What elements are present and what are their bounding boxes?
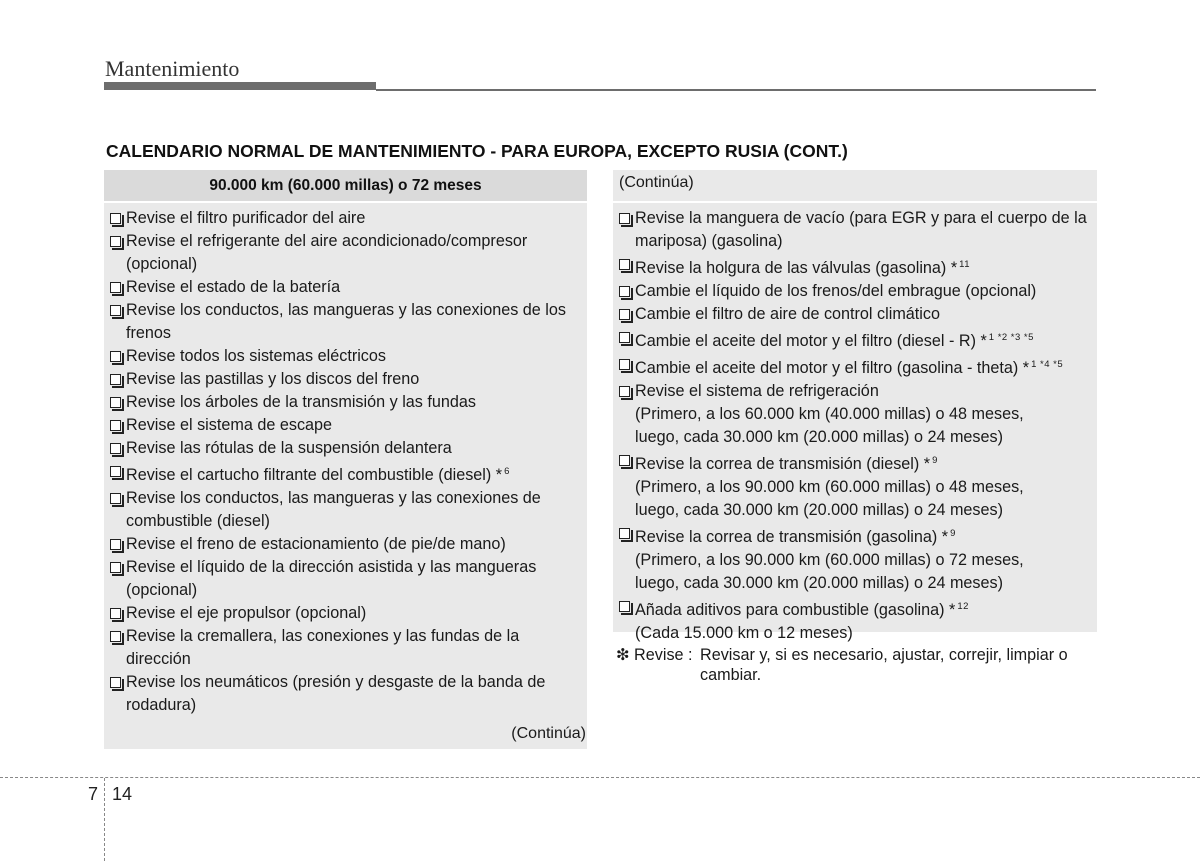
checkbox-icon — [619, 259, 630, 270]
checkbox-icon — [110, 305, 121, 316]
page-number: 14 — [112, 784, 133, 804]
checklist-item-label: Revise el filtro purificador del aire — [126, 209, 366, 227]
checkbox-icon — [110, 236, 121, 247]
checklist-item-text — [126, 533, 579, 556]
checklist-item-text — [126, 207, 579, 230]
checklist-item — [619, 280, 1093, 303]
footnote-reference: 1 *2 *3 *5 — [988, 332, 1034, 343]
checklist-item-text — [635, 353, 1093, 380]
checklist-item-label: Revise los conductos, las mangueras y las conexiones de combustible (diesel) — [126, 489, 541, 530]
checklist-item — [110, 276, 579, 299]
checklist-item — [619, 595, 1093, 645]
checklist-item — [110, 533, 579, 556]
checklist-item-note: (Primero, a los 60.000 km (40.000 millas) o 48 meses, — [635, 405, 1024, 423]
checklist-item — [619, 380, 1093, 449]
checklist-item-label: Revise los árboles de la transmisión y las fundas — [126, 393, 476, 411]
checkbox-icon — [110, 374, 121, 385]
checklist-item-text — [635, 449, 1093, 476]
checklist-item — [110, 299, 579, 345]
section-title: Mantenimiento — [105, 56, 240, 81]
checkbox-icon — [619, 601, 630, 612]
checklist-item-note: luego, cada 30.000 km (20.000 millas) o 24 meses) — [635, 428, 1004, 446]
checklist-item-text — [126, 625, 579, 671]
checklist-item-label: Revise las rótulas de la suspensión delantera — [126, 439, 452, 457]
checklist-item — [110, 368, 579, 391]
checklist-item — [110, 391, 579, 414]
checklist-item — [110, 414, 579, 437]
checklist-item-note: luego, cada 30.000 km (20.000 millas) o 24 meses) — [635, 501, 1004, 519]
checklist-item-text — [635, 280, 1093, 303]
checklist-item-text — [126, 345, 579, 368]
checklist-item-text — [126, 487, 579, 533]
checklist-item — [110, 625, 579, 671]
checkbox-icon — [110, 539, 121, 550]
checklist-item-text — [635, 595, 1093, 622]
checkbox-icon — [619, 286, 630, 297]
right-checklist — [613, 203, 1097, 645]
checklist-item-text — [635, 326, 1093, 353]
checklist-item-label: Revise la holgura de las válvulas (gasolina) * — [635, 259, 958, 277]
footnote — [616, 645, 1100, 685]
checklist-item-label: Revise la correa de transmisión (diesel) * — [635, 455, 931, 473]
checklist-item-text — [126, 602, 579, 625]
checkbox-icon — [110, 282, 121, 293]
checklist-item-text — [126, 414, 579, 437]
checkbox-icon — [110, 397, 121, 408]
checklist-item — [110, 345, 579, 368]
right-panel — [613, 170, 1097, 642]
checklist-item-note: (Cada 15.000 km o 12 meses) — [635, 624, 853, 642]
checklist-item-label: Revise las pastillas y los discos del freno — [126, 370, 420, 388]
left-panel — [104, 170, 587, 749]
continue-label: (Continúa) — [511, 725, 586, 742]
checkbox-icon — [110, 466, 121, 477]
checklist-item-note: (Primero, a los 90.000 km (60.000 millas) o 48 meses, — [635, 478, 1024, 496]
checklist-item-label: Cambie el aceite del motor y el filtro (gasolina - theta) * — [635, 359, 1030, 377]
checkbox-icon — [110, 677, 121, 688]
checkbox-icon — [619, 213, 630, 224]
checklist-item-text — [635, 380, 1093, 403]
checklist-item — [110, 487, 579, 533]
footnote-text: Revisar y, si es necesario, ajustar, correjir, limpiar o cambiar. — [700, 646, 1068, 684]
checklist-item-label: Revise el líquido de la dirección asistida y las mangueras (opcional) — [126, 558, 537, 599]
checklist-item-note: (Primero, a los 90.000 km (60.000 millas) o 72 meses, — [635, 551, 1024, 569]
checklist-item-text — [126, 391, 579, 414]
checklist-item-note: luego, cada 30.000 km (20.000 millas) o 24 meses) — [635, 574, 1004, 592]
footer-dashed-rule — [0, 777, 1200, 778]
left-checklist — [104, 203, 587, 717]
checklist-item-label: Revise el refrigerante del aire acondicionado/compresor (opcional) — [126, 232, 528, 273]
checklist-item-text — [126, 671, 579, 717]
checklist-item-label: Revise los conductos, las mangueras y las conexiones de los frenos — [126, 301, 566, 342]
checklist-item-label: Revise el estado de la batería — [126, 278, 341, 296]
footer-dashed-divider — [104, 778, 105, 861]
checklist-item — [619, 253, 1093, 280]
checklist-item-text — [126, 460, 579, 487]
checklist-item — [619, 353, 1093, 380]
checklist-item — [619, 522, 1093, 595]
checklist-item — [619, 449, 1093, 522]
checklist-item-text — [126, 230, 579, 276]
checklist-item-label: Revise la cremallera, las conexiones y las fundas de la dirección — [126, 627, 520, 668]
checklist-item — [110, 556, 579, 602]
checklist-item — [619, 207, 1093, 253]
checklist-item-label: Revise el freno de estacionamiento (de pie/de mano) — [126, 535, 506, 553]
footnote-reference: 6 — [504, 466, 510, 477]
checkbox-icon — [110, 631, 121, 642]
checklist-item-label: Revise los neumáticos (presión y desgaste de la banda de rodadura) — [126, 673, 546, 714]
checklist-item-text — [126, 276, 579, 299]
checklist-item-text — [635, 303, 1093, 326]
checklist-item-label: Revise el cartucho filtrante del combustible (diesel) * — [126, 466, 503, 484]
checklist-item-label: Revise todos los sistemas eléctricos — [126, 347, 386, 365]
checkbox-icon — [619, 455, 630, 466]
checkbox-icon — [619, 386, 630, 397]
right-panel-header: (Continúa) — [613, 170, 1097, 203]
checklist-item — [110, 671, 579, 717]
checklist-item-label: Añada aditivos para combustible (gasolina) * — [635, 601, 956, 619]
checkbox-icon — [110, 493, 121, 504]
footnote-reference: 9 — [950, 528, 956, 539]
main-heading: CALENDARIO NORMAL DE MANTENIMIENTO - PARA EUROPA, EXCEPTO RUSIA (CONT.) — [106, 141, 848, 161]
header-rule-thin — [376, 89, 1096, 91]
checklist-item-text — [126, 437, 579, 460]
checklist-item-text — [126, 299, 579, 345]
checklist-item — [110, 207, 579, 230]
checklist-item — [110, 437, 579, 460]
checkbox-icon — [619, 528, 630, 539]
footnote-reference: 9 — [932, 455, 938, 466]
footnote-reference: 11 — [959, 259, 970, 270]
checkbox-icon — [110, 608, 121, 619]
checklist-item-label: Revise la manguera de vacío (para EGR y para el cuerpo de la mariposa) (gasolina) — [635, 209, 1087, 250]
checkbox-icon — [110, 420, 121, 431]
footnote-key: ❇ Revise : — [616, 646, 693, 664]
checklist-item — [619, 303, 1093, 326]
checklist-item — [110, 602, 579, 625]
checkbox-icon — [110, 443, 121, 454]
checklist-item-text — [635, 207, 1093, 253]
footnote-reference: 1 *4 *5 — [1031, 359, 1064, 370]
checklist-item — [619, 326, 1093, 353]
checkbox-icon — [110, 351, 121, 362]
checklist-item — [110, 460, 579, 487]
checklist-item-text — [635, 253, 1093, 280]
checklist-item-text — [126, 368, 579, 391]
checklist-item-text — [126, 556, 579, 602]
checklist-item-label: Cambie el líquido de los frenos/del embrague (opcional) — [635, 282, 1037, 300]
header-rule-thick — [104, 82, 376, 90]
checkbox-icon — [110, 213, 121, 224]
checkbox-icon — [110, 562, 121, 573]
checklist-item-label: Revise el sistema de escape — [126, 416, 333, 434]
left-panel-header: 90.000 km (60.000 millas) o 72 meses — [104, 170, 587, 203]
checklist-item-label: Cambie el aceite del motor y el filtro (diesel - R) * — [635, 332, 987, 350]
checkbox-icon — [619, 359, 630, 370]
checkbox-icon — [619, 332, 630, 343]
checkbox-icon — [619, 309, 630, 320]
chapter-number: 7 — [88, 784, 99, 804]
checklist-item-text — [635, 522, 1093, 549]
checklist-item-label: Revise el sistema de refrigeración — [635, 382, 879, 400]
checklist-item-label: Revise el eje propulsor (opcional) — [126, 604, 367, 622]
checklist-item-label: Revise la correa de transmisión (gasolina) * — [635, 528, 949, 546]
checklist-item-label: Cambie el filtro de aire de control climático — [635, 305, 940, 323]
footnote-reference: 12 — [957, 601, 969, 612]
checklist-item — [110, 230, 579, 276]
